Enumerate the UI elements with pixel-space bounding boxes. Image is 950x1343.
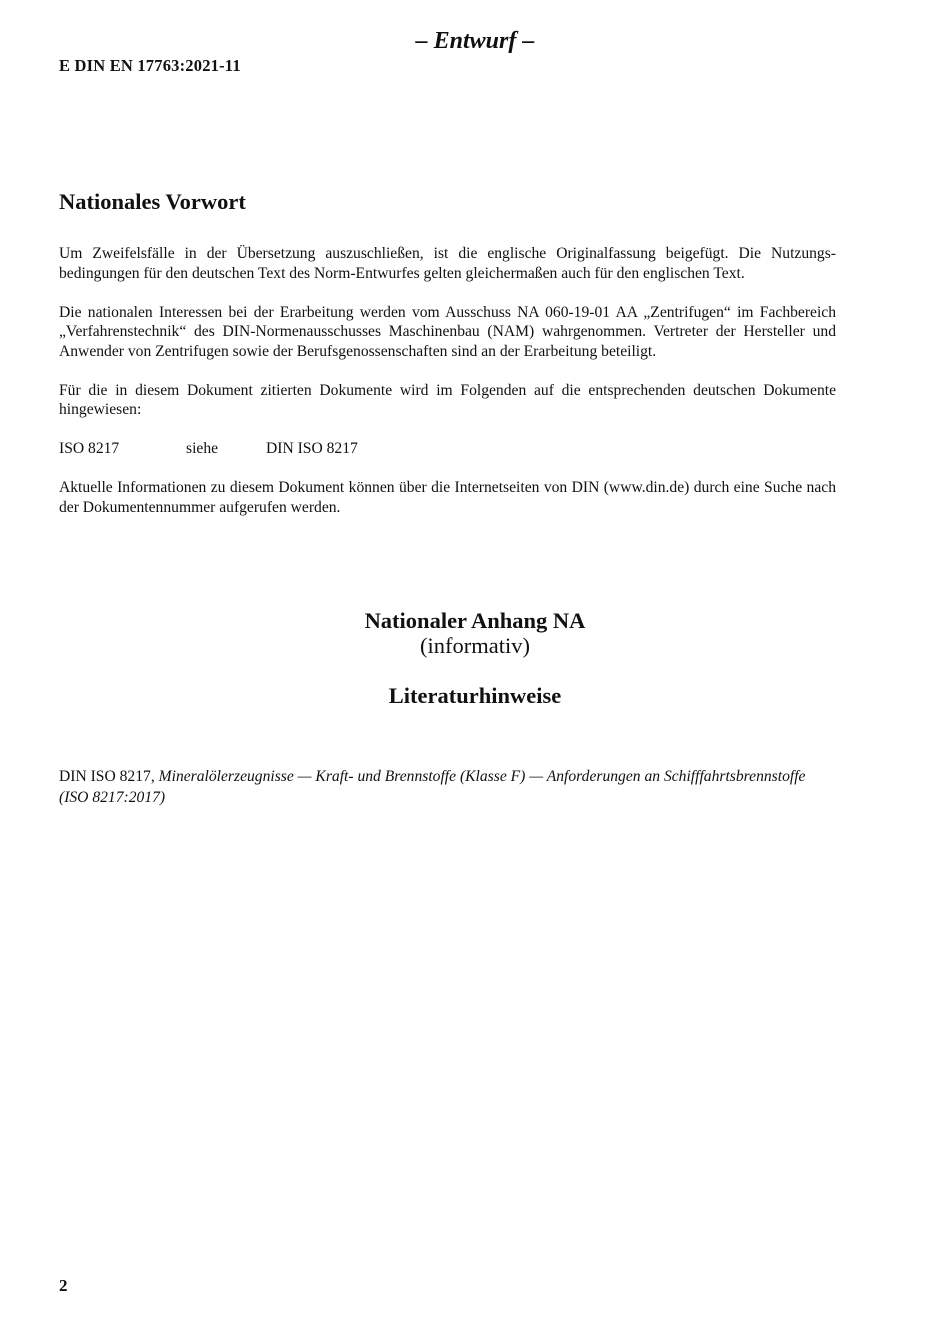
reference-row [59,439,836,459]
reference-national: DIN ISO 8217 [266,440,358,457]
foreword-paragraph-2: Die nationalen Interessen bei der Erarbeitung werden vom Ausschuss NA 060-19-01 AA „Zentrifugen“ im Fachbereich „Verfahrenstechnik“ des DIN-Normenausschusses Maschinenbau (NAM) wahrgenommen. Vertreter der Hersteller und Anwender von Zentrifugen sowie der Berufsgenossenschaften sind an der Erarbeitung beteiligt. [59,303,836,360]
page-number: 2 [59,1276,68,1295]
annex-type: (informativ) [420,633,530,658]
bibliography-entry [59,767,836,808]
bibliography-ref: DIN ISO 8217, [59,768,155,785]
foreword-closing: Aktuelle Informationen zu diesem Dokument können über die Internetseiten von DIN (www.din.de) durch eine Suche nach der Dokumentennummer aufgerufen werden. [59,479,836,516]
annex-subtitle: Literaturhinweise [388,683,562,708]
national-annex-heading [0,608,950,709]
foreword-paragraph-3: Für die in diesem Dokument zitierten Dokumente wird im Folgenden auf die entsprechenden deutschen Dokumente hingewiesen: [59,381,836,418]
draft-watermark-heading: – Entwurf – [415,28,535,54]
annex-title: Nationaler Anhang NA [364,608,586,633]
foreword-title: Nationales Vorwort [59,189,246,214]
reference-relation: siehe [186,440,219,457]
foreword-section [59,188,836,537]
bibliography-title: Mineralölerzeugnisse — Kraft- und Brennstoffe (Klasse F) — Anforderungen an Schifffahrtsbrennstoffe (ISO 8217:2017) [59,768,806,806]
document-id: E DIN EN 17763:2021-11 [59,56,241,75]
foreword-paragraph-1: Um Zweifelsfälle in der Übersetzung auszuschließen, ist die englische Originalfassung beigefügt. Die Nutzungsbedingungen für den deutschen Text des Norm-Entwurfes gelten gleichermaßen auch für den englischen Text. [59,245,836,282]
reference-international: ISO 8217 [59,440,120,457]
